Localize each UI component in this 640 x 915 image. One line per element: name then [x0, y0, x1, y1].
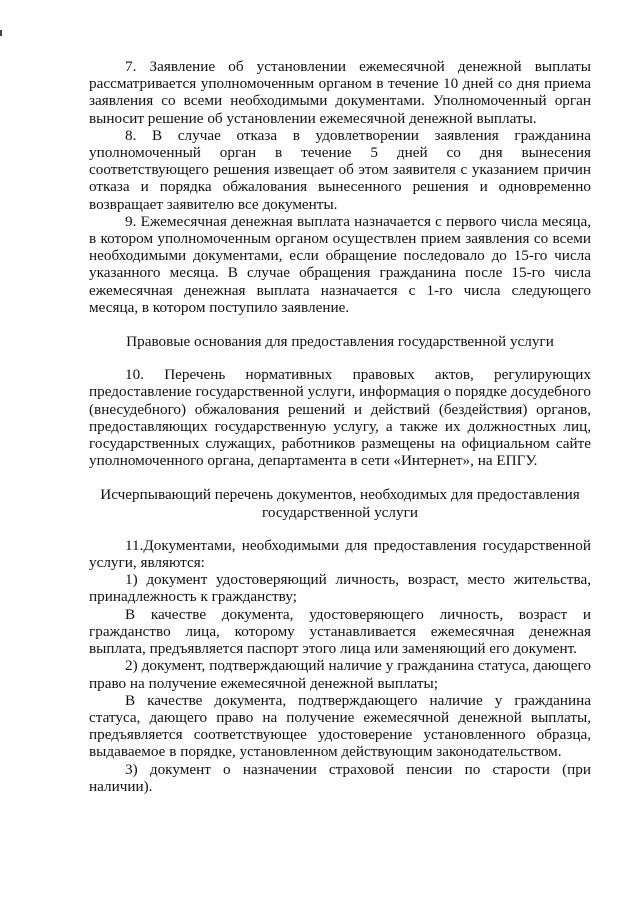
heading-legal-grounds: Правовые основания для предоставления государственной услуги: [126, 333, 554, 351]
paragraph-10: 10. Перечень нормативных правовых актов, регулирующих предоставление государственной услуги, информация о порядке досудебного (внесудебного) обжалования решений и действий (бездействия) органов, предоставляющих государственную услугу, а также их должностных лиц, государственных служащих, работников размещены на официальном сайте уполномоченного органа, департамента в сети «Интернет», на ЕПГУ.: [89, 366, 591, 470]
paragraph-7: 7. Заявление об установлении ежемесячной денежной выплаты рассматривается уполномоченным органом в течение 10 дней со дня приема заявления со всеми необходимыми документами. Уполномоченный орган выносит решение об установлении ежемесячной денежной выплаты.: [89, 58, 591, 127]
document-page: [89, 58, 591, 795]
paragraph-8: 8. В случае отказа в удовлетворении заявления гражданина уполномоченный орган в течение 5 дней со дня вынесения соответствующего решения извещает об этом заявителя с указанием причин отказа и порядка обжалования вынесенного решения и одновременно возвращает заявителю все документы.: [89, 126, 591, 213]
paragraph-11: 11.Документами, необходимыми для предоставления государственной услуги, являются:: [89, 536, 591, 572]
paragraph-9: 9. Ежемесячная денежная выплата назначается с первого числа месяца, в котором уполномоченным органом осуществлен прием заявления со всеми необходимыми документами, если обращение последовало до 15-го числа указанного месяца. В случае обращения гражданина после 15-го числа ежемесячная денежная выплата назначается с 1-го числа следующего месяца, в котором поступило заявление.: [89, 212, 591, 316]
paragraph-11-item-2-note: В качестве документа, подтверждающего наличие у гражданина статуса, дающего право на получение ежемесячной денежной выплаты, предъявляется соответствующее удостоверение установленного образца, выдаваемое в порядке, установленном действующим законодательством.: [89, 691, 591, 761]
paragraph-11-item-1-note: В качестве документа, удостоверяющего личность, возраст и гражданство лица, которому устанавливается ежемесячная денежная выплата, предъявляется паспорт этого лица или заменяющий его документ.: [89, 605, 591, 658]
heading-documents-line-1: Исчерпывающий перечень документов, необходимых для предоставления: [100, 486, 580, 504]
paragraph-11-item-1: 1) документ удостоверяющий личность, возраст, место жительства, принадлежность к гражданству;: [89, 571, 591, 606]
paragraph-11-item-3: 3) документ о назначении страховой пенсии по старости (при наличии).: [89, 760, 591, 795]
paragraph-11-item-2: 2) документ, подтверждающий наличие у гражданина статуса, дающего право на получение ежемесячной денежной выплаты;: [89, 657, 591, 692]
scan-edge-mark: [0, 30, 2, 36]
heading-documents-line-2: государственной услуги: [262, 503, 418, 521]
